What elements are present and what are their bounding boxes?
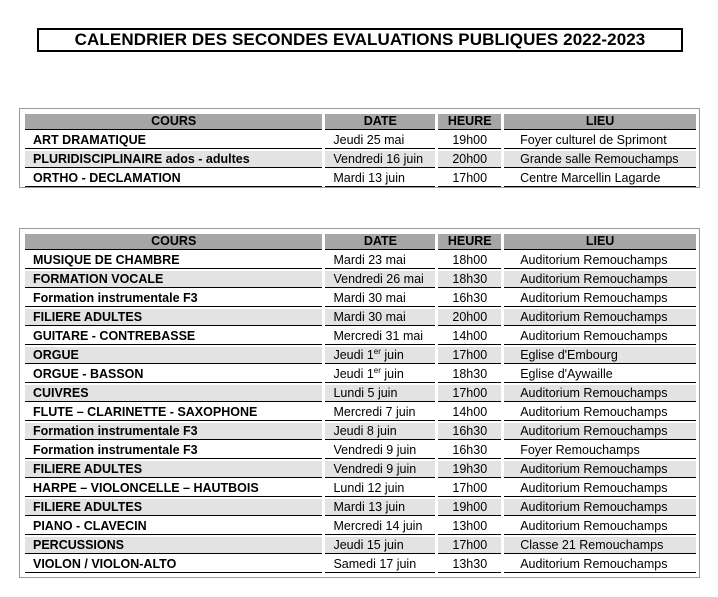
cell-cours: ORTHO - DECLAMATION — [25, 170, 322, 187]
schedule-table-1-frame — [19, 108, 700, 188]
cell-date: Vendredi 9 juin — [325, 461, 435, 478]
cell-heure: 16h30 — [438, 442, 501, 459]
cell-cours: ART DRAMATIQUE — [25, 132, 322, 149]
cell-heure: 18h00 — [438, 252, 501, 269]
cell-date — [325, 347, 435, 364]
header-heure: HEURE — [438, 114, 501, 130]
cell-lieu: Grande salle Remouchamps — [504, 151, 696, 168]
table-row — [25, 385, 696, 402]
cell-heure: 13h30 — [438, 556, 501, 573]
table-row — [25, 170, 696, 187]
cell-cours: MUSIQUE DE CHAMBRE — [25, 252, 322, 269]
header-heure: HEURE — [438, 234, 501, 250]
cell-date: Mardi 13 juin — [325, 499, 435, 516]
cell-cours: FILIERE ADULTES — [25, 499, 322, 516]
cell-cours: Formation instrumentale F3 — [25, 442, 322, 459]
cell-date: Jeudi 8 juin — [325, 423, 435, 440]
cell-cours: CUIVRES — [25, 385, 322, 402]
cell-lieu: Auditorium Remouchamps — [504, 423, 696, 440]
date-month: juin — [380, 367, 404, 381]
cell-date: Mardi 30 mai — [325, 290, 435, 307]
header-cours: COURS — [25, 114, 322, 130]
cell-date: Mercredi 14 juin — [325, 518, 435, 535]
cell-lieu: Auditorium Remouchamps — [504, 499, 696, 516]
cell-heure: 19h00 — [438, 499, 501, 516]
cell-heure: 16h30 — [438, 290, 501, 307]
header-date: DATE — [325, 234, 435, 250]
cell-heure: 19h00 — [438, 132, 501, 149]
cell-cours: FILIERE ADULTES — [25, 309, 322, 326]
header-lieu: LIEU — [504, 234, 696, 250]
cell-cours: PERCUSSIONS — [25, 537, 322, 554]
table-row — [25, 290, 696, 307]
cell-date: Mardi 13 juin — [325, 170, 435, 187]
cell-date: Lundi 5 juin — [325, 385, 435, 402]
cell-heure: 17h00 — [438, 480, 501, 497]
schedule-table-1 — [22, 112, 699, 189]
date-ordinal: er — [373, 366, 381, 375]
cell-date: Mardi 30 mai — [325, 309, 435, 326]
cell-cours: Formation instrumentale F3 — [25, 290, 322, 307]
table-row — [25, 499, 696, 516]
header-lieu: LIEU — [504, 114, 696, 130]
cell-heure: 14h00 — [438, 404, 501, 421]
cell-cours: HARPE – VIOLONCELLE – HAUTBOIS — [25, 480, 322, 497]
date-month: juin — [380, 348, 404, 362]
cell-heure: 17h00 — [438, 170, 501, 187]
cell-lieu: Auditorium Remouchamps — [504, 461, 696, 478]
cell-date: Jeudi 15 juin — [325, 537, 435, 554]
cell-date — [325, 366, 435, 383]
table-row — [25, 537, 696, 554]
cell-date: Lundi 12 juin — [325, 480, 435, 497]
table-row — [25, 461, 696, 478]
date-text: Jeudi 1 — [333, 367, 374, 381]
table-row — [25, 366, 696, 383]
cell-cours: FLUTE – CLARINETTE - SAXOPHONE — [25, 404, 322, 421]
cell-heure: 17h00 — [438, 385, 501, 402]
cell-lieu: Eglise d'Embourg — [504, 347, 696, 364]
cell-cours: PLURIDISCIPLINAIRE ados - adultes — [25, 151, 322, 168]
table-row — [25, 151, 696, 168]
cell-cours: PIANO - CLAVECIN — [25, 518, 322, 535]
cell-lieu: Eglise d'Aywaille — [504, 366, 696, 383]
cell-lieu: Auditorium Remouchamps — [504, 290, 696, 307]
table-row — [25, 132, 696, 149]
cell-lieu: Auditorium Remouchamps — [504, 385, 696, 402]
cell-lieu: Auditorium Remouchamps — [504, 480, 696, 497]
cell-cours: ORGUE — [25, 347, 322, 364]
header-cours: COURS — [25, 234, 322, 250]
cell-cours: GUITARE - CONTREBASSE — [25, 328, 322, 345]
cell-cours: ORGUE - BASSON — [25, 366, 322, 383]
cell-lieu: Auditorium Remouchamps — [504, 556, 696, 573]
cell-lieu: Classe 21 Remouchamps — [504, 537, 696, 554]
table-header-row — [25, 234, 696, 250]
cell-lieu: Auditorium Remouchamps — [504, 404, 696, 421]
cell-heure: 13h00 — [438, 518, 501, 535]
cell-lieu: Auditorium Remouchamps — [504, 518, 696, 535]
table-row — [25, 271, 696, 288]
cell-date: Samedi 17 juin — [325, 556, 435, 573]
table-header-row — [25, 114, 696, 130]
cell-heure: 14h00 — [438, 328, 501, 345]
page-title-text: CALENDRIER DES SECONDES EVALUATIONS PUBLIQUES 2022-2023 — [74, 30, 646, 49]
date-text: Jeudi 1 — [333, 348, 374, 362]
table-row — [25, 556, 696, 573]
cell-lieu: Auditorium Remouchamps — [504, 271, 696, 288]
cell-lieu: Auditorium Remouchamps — [504, 309, 696, 326]
table-row — [25, 404, 696, 421]
cell-heure: 16h30 — [438, 423, 501, 440]
cell-date: Vendredi 9 juin — [325, 442, 435, 459]
cell-date: Vendredi 16 juin — [325, 151, 435, 168]
date-ordinal: er — [373, 347, 381, 356]
schedule-table-2 — [22, 232, 699, 575]
cell-lieu: Centre Marcellin Lagarde — [504, 170, 696, 187]
cell-heure: 17h00 — [438, 537, 501, 554]
table-row — [25, 480, 696, 497]
cell-heure: 18h30 — [438, 271, 501, 288]
cell-cours: FORMATION VOCALE — [25, 271, 322, 288]
cell-lieu: Foyer culturel de Sprimont — [504, 132, 696, 149]
table-row — [25, 328, 696, 345]
cell-heure: 18h30 — [438, 366, 501, 383]
cell-date: Mardi 23 mai — [325, 252, 435, 269]
cell-heure: 17h00 — [438, 347, 501, 364]
cell-lieu: Auditorium Remouchamps — [504, 328, 696, 345]
table-row — [25, 518, 696, 535]
cell-date: Mercredi 31 mai — [325, 328, 435, 345]
table-row — [25, 347, 696, 364]
cell-cours: Formation instrumentale F3 — [25, 423, 322, 440]
table-row — [25, 442, 696, 459]
cell-lieu: Auditorium Remouchamps — [504, 252, 696, 269]
cell-heure: 20h00 — [438, 309, 501, 326]
cell-date: Vendredi 26 mai — [325, 271, 435, 288]
cell-cours: VIOLON / VIOLON-ALTO — [25, 556, 322, 573]
cell-date: Mercredi 7 juin — [325, 404, 435, 421]
cell-heure: 20h00 — [438, 151, 501, 168]
cell-cours: FILIERE ADULTES — [25, 461, 322, 478]
table-row — [25, 252, 696, 269]
page-title — [37, 28, 683, 52]
table-row — [25, 309, 696, 326]
table-row — [25, 423, 696, 440]
cell-heure: 19h30 — [438, 461, 501, 478]
schedule-table-2-frame — [19, 228, 700, 578]
header-date: DATE — [325, 114, 435, 130]
cell-lieu: Foyer Remouchamps — [504, 442, 696, 459]
cell-date: Jeudi 25 mai — [325, 132, 435, 149]
